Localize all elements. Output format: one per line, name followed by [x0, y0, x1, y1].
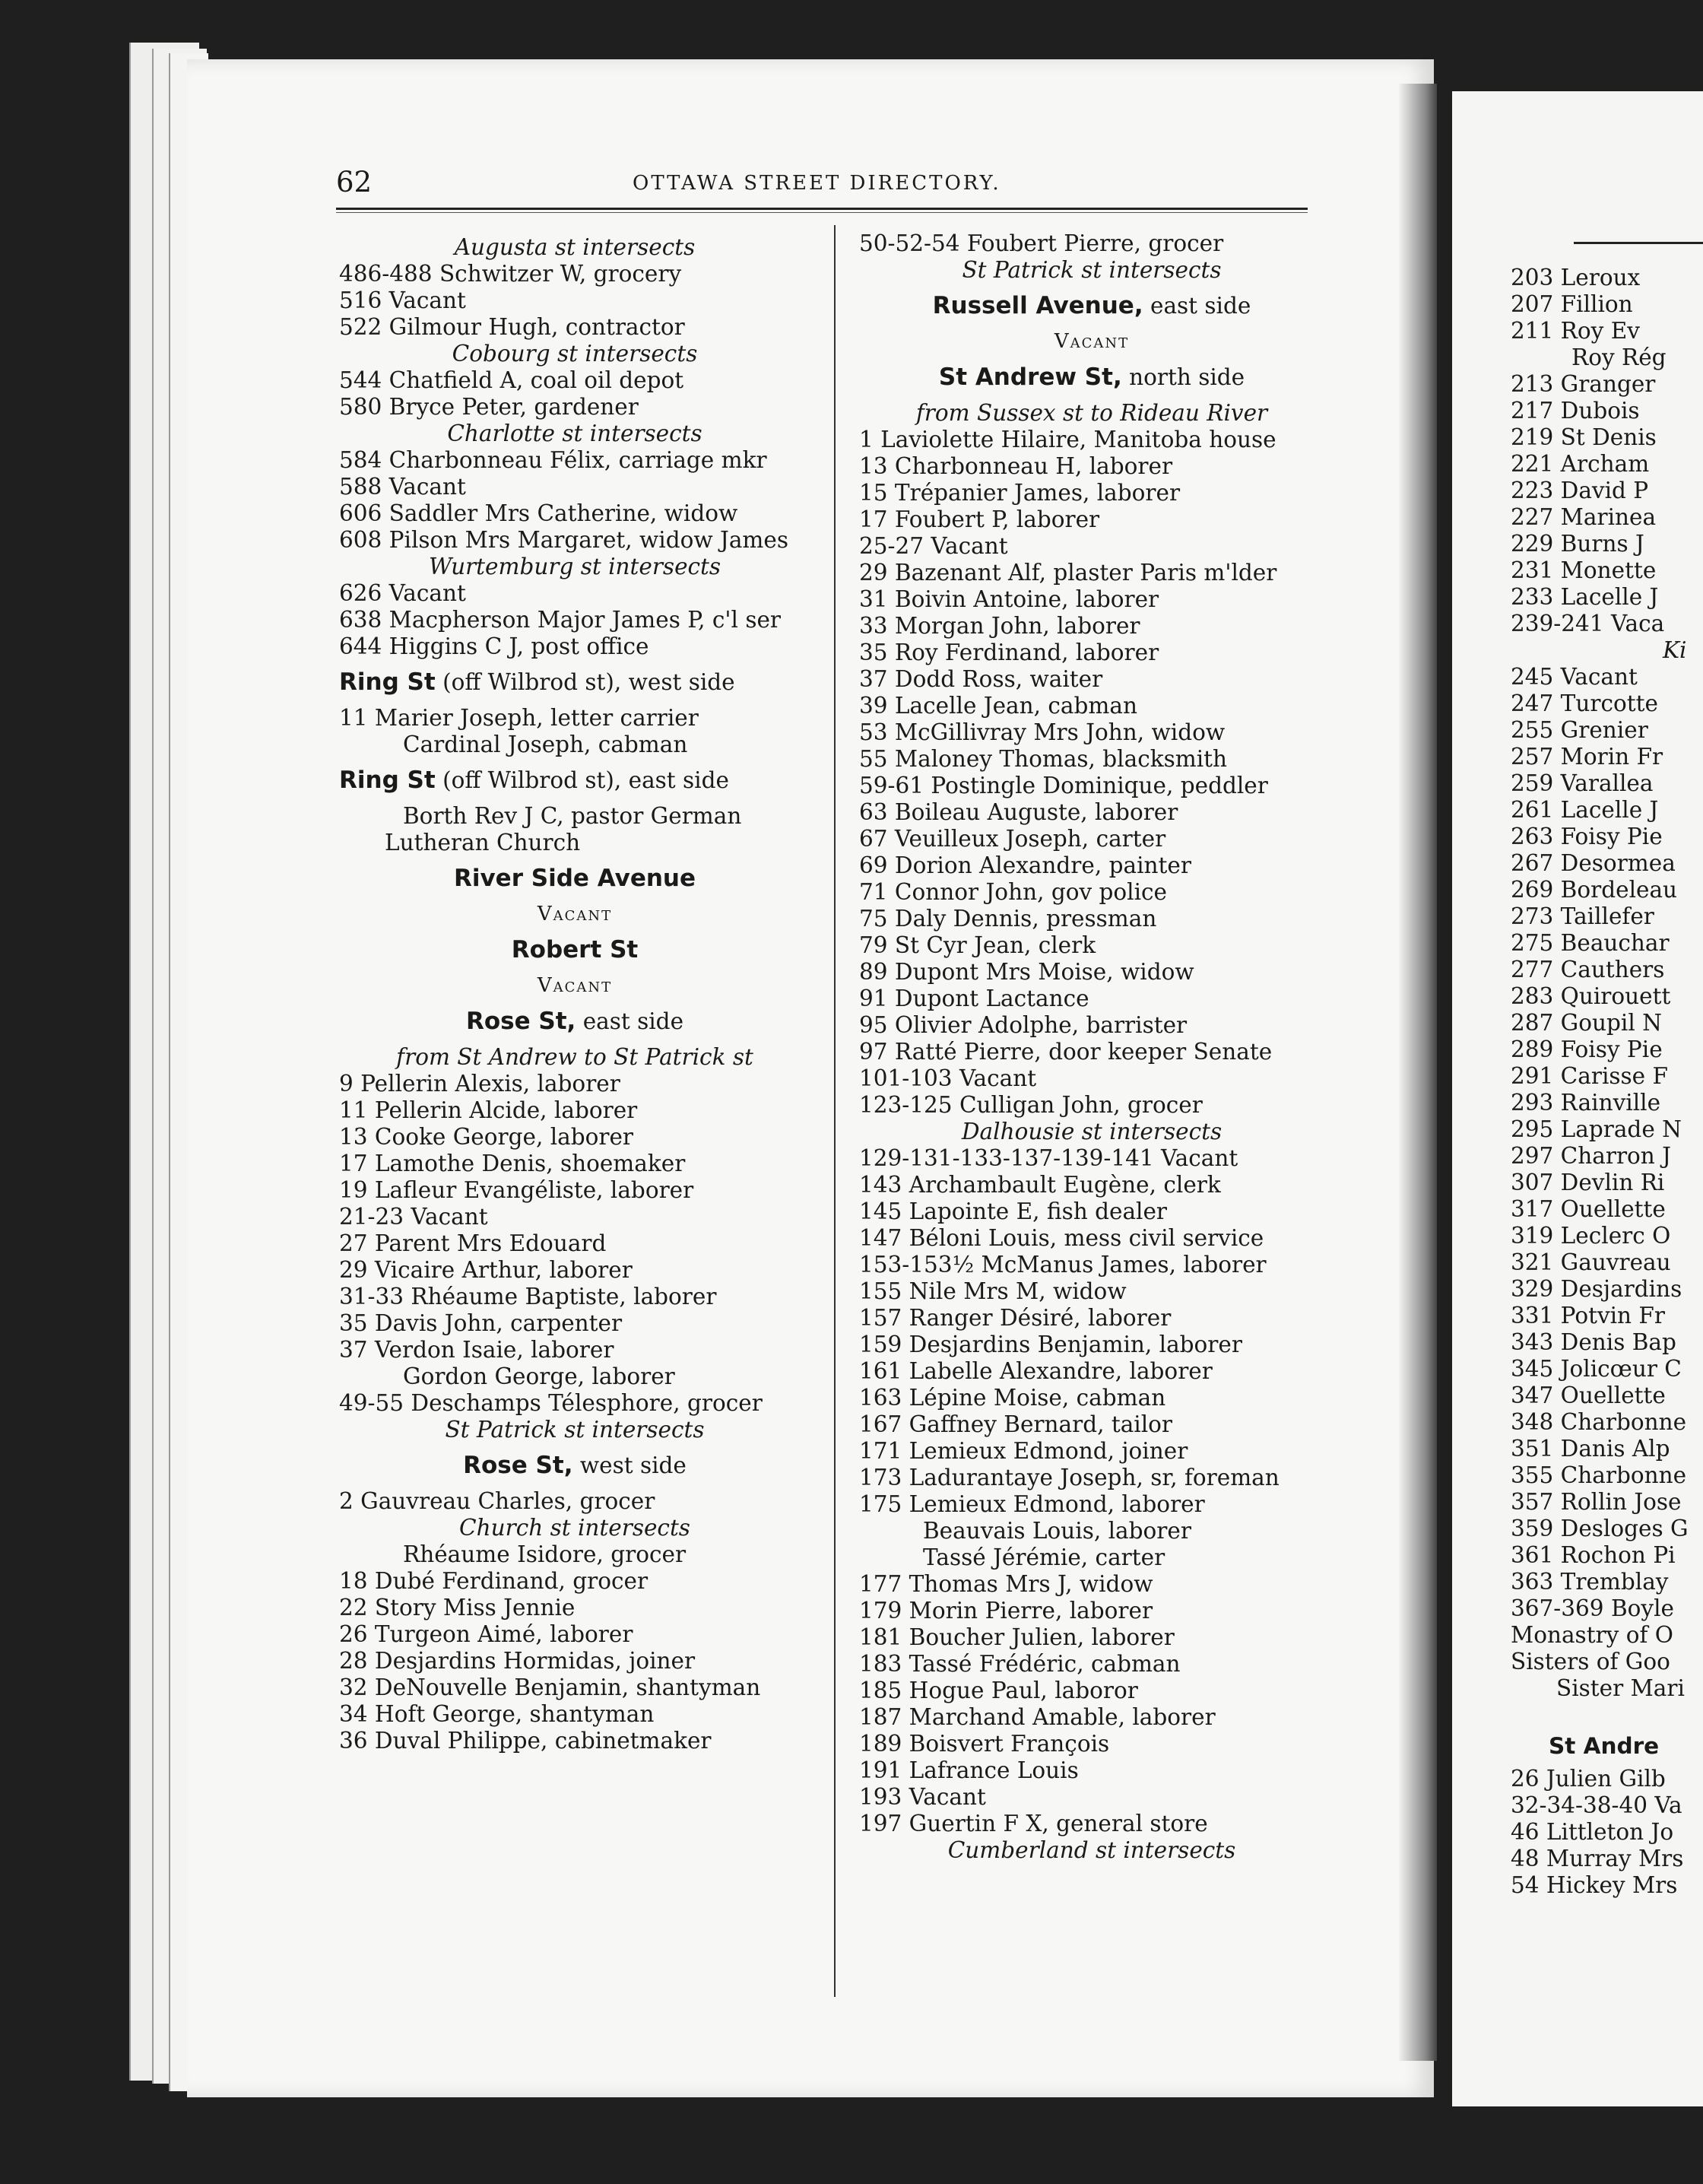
directory-entry: 159 Desjardins Benjamin, laborer [859, 1332, 1242, 1357]
street-name: Russell Avenue, [932, 292, 1143, 319]
directory-entry: 275 Beauchar [1511, 930, 1670, 956]
street-side: (off Wilbrod st), west side [435, 669, 735, 695]
directory-entry: Borth Rev J C, pastor German [403, 803, 742, 829]
page-header [336, 166, 1309, 204]
directory-entry: 2 Gauvreau Charles, grocer [339, 1488, 655, 1514]
directory-entry: 229 Burns J [1511, 531, 1644, 557]
directory-entry: 273 Taillefer [1511, 903, 1654, 929]
directory-entry: 197 Guertin F X, general store [859, 1811, 1208, 1836]
directory-entry: 143 Archambault Eugène, clerk [859, 1172, 1221, 1198]
directory-entry: 189 Boisvert François [859, 1731, 1110, 1757]
directory-entry: 321 Gauvreau [1511, 1249, 1671, 1275]
directory-entry: 13 Cooke George, laborer [339, 1124, 634, 1150]
intersection-note: St Patrick st intersects [445, 1417, 705, 1443]
directory-entry: 145 Lapointe E, fish dealer [859, 1198, 1168, 1224]
directory-entry: 295 Laprade N [1511, 1116, 1682, 1142]
directory-entry: 33 Morgan John, laborer [859, 613, 1140, 639]
street-heading [859, 364, 1324, 391]
intersection-note: Augusta st intersects [454, 234, 696, 260]
directory-entry: 223 David P [1511, 478, 1649, 503]
directory-entry: 626 Vacant [339, 580, 466, 606]
directory-entry: 59-61 Postingle Dominique, peddler [859, 773, 1268, 798]
right-page-column [1511, 265, 1703, 1899]
directory-entry: 123-125 Culligan John, grocer [859, 1092, 1203, 1118]
directory-entry: 31 Boivin Antoine, laborer [859, 586, 1159, 612]
directory-entry: 11 Pellerin Alcide, laborer [339, 1097, 638, 1123]
directory-entry: Sisters of Goo [1511, 1649, 1670, 1675]
directory-entry: 584 Charbonneau Félix, carriage mkr [339, 447, 767, 473]
directory-entry: 267 Desormea [1511, 850, 1676, 876]
directory-entry: 28 Desjardins Hormidas, joiner [339, 1648, 696, 1674]
left-column [339, 234, 810, 1754]
directory-entry: 53 McGillivray Mrs John, widow [859, 719, 1226, 745]
directory-entry: 13 Charbonneau H, laborer [859, 453, 1173, 479]
intersection-note: Cumberland st intersects [947, 1837, 1236, 1863]
directory-entry: 183 Tassé Frédéric, cabman [859, 1651, 1181, 1677]
directory-entry: 37 Verdon Isaie, laborer [339, 1337, 614, 1363]
directory-entry: 177 Thomas Mrs J, widow [859, 1571, 1153, 1597]
directory-entry: 37 Dodd Ross, waiter [859, 666, 1103, 692]
directory-entry: 255 Grenier [1511, 717, 1648, 743]
directory-entry: 606 Saddler Mrs Catherine, widow [339, 500, 738, 526]
intersection-note: Dalhousie st intersects [961, 1119, 1223, 1144]
directory-entry: 486-488 Schwitzer W, grocery [339, 261, 682, 287]
spacer [339, 1479, 810, 1488]
directory-entry: 171 Lemieux Edmond, joiner [859, 1438, 1188, 1464]
intersection-note: Church st intersects [459, 1515, 690, 1541]
directory-entry: 29 Vicaire Arthur, laborer [339, 1257, 633, 1283]
column-divider [834, 225, 836, 1997]
intersection-note: Charlotte st intersects [447, 421, 702, 446]
directory-entry: 580 Bryce Peter, gardener [339, 394, 639, 420]
directory-entry: 79 St Cyr Jean, clerk [859, 932, 1096, 958]
running-title: OTTAWA STREET DIRECTORY. [633, 172, 1001, 195]
directory-entry: 161 Labelle Alexandre, laborer [859, 1358, 1213, 1384]
directory-entry: Rhéaume Isidore, grocer [403, 1541, 687, 1567]
directory-entry: 153-153½ McManus James, laborer [859, 1252, 1267, 1278]
street-side: east side [576, 1008, 684, 1034]
directory-entry: 638 Macpherson Major James P, c'l ser [339, 607, 782, 633]
directory-entry: 31-33 Rhéaume Baptiste, laborer [339, 1284, 717, 1309]
directory-entry: 101-103 Vacant [859, 1065, 1037, 1091]
directory-entry: 129-131-133-137-139-141 Vacant [859, 1145, 1238, 1171]
directory-entry: 588 Vacant [339, 474, 466, 500]
directory-entry: 644 Higgins C J, post office [339, 633, 649, 659]
directory-entry: 17 Foubert P, laborer [859, 506, 1100, 532]
page-number: 62 [336, 166, 373, 198]
directory-entry: Ki [1663, 637, 1687, 663]
directory-entry: 245 Vacant [1511, 664, 1638, 690]
directory-entry: 95 Olivier Adolphe, barrister [859, 1012, 1188, 1038]
street-side: east side [1143, 293, 1251, 319]
directory-entry: 97 Ratté Pierre, door keeper Senate [859, 1039, 1273, 1065]
directory-entry: 187 Marchand Amable, laborer [859, 1704, 1216, 1730]
directory-entry: 27 Parent Mrs Edouard [339, 1230, 607, 1256]
directory-entry: 359 Desloges G [1511, 1516, 1689, 1541]
directory-entry: Monastry of O [1511, 1622, 1673, 1648]
street-side: north side [1121, 364, 1245, 390]
street-name: River Side Avenue [453, 865, 696, 892]
vacant-note: Vacant [537, 974, 613, 997]
directory-entry: 48 Murray Mrs [1511, 1846, 1684, 1871]
directory-entry: 217 Dubois [1511, 398, 1640, 424]
directory-entry: 91 Dupont Lactance [859, 986, 1089, 1011]
directory-entry: 147 Béloni Louis, mess civil service [859, 1225, 1264, 1251]
directory-entry: 34 Hoft George, shantyman [339, 1701, 655, 1727]
directory-entry: 175 Lemieux Edmond, laborer [859, 1491, 1205, 1517]
directory-entry: 39 Lacelle Jean, cabman [859, 693, 1137, 719]
spacer [859, 319, 1324, 329]
street-name: Ring St [339, 767, 436, 794]
spacer [339, 696, 810, 705]
intersection-note: Cobourg st intersects [452, 341, 698, 367]
spacer [339, 1035, 810, 1044]
directory-entry: Gordon George, laborer [403, 1363, 675, 1389]
directory-entry: 367-369 Boyle [1511, 1595, 1674, 1621]
directory-entry: 329 Desjardins [1511, 1276, 1682, 1302]
directory-entry: 11 Marier Joseph, letter carrier [339, 705, 699, 731]
header-rule-thin [336, 212, 1308, 213]
directory-entry: 46 Littleton Jo [1511, 1819, 1674, 1845]
directory-entry: 319 Leclerc O [1511, 1223, 1671, 1249]
middle-column [859, 230, 1324, 1864]
directory-entry: 221 Archam [1511, 451, 1650, 477]
directory-entry: 15 Trépanier James, laborer [859, 480, 1181, 506]
directory-entry: 287 Goupil N [1511, 1010, 1662, 1036]
directory-entry: 291 Carisse F [1511, 1063, 1668, 1089]
directory-entry: 26 Julien Gilb [1511, 1766, 1666, 1792]
directory-entry: Tassé Jérémie, carter [923, 1544, 1165, 1570]
book-gutter [1399, 84, 1437, 2061]
directory-entry: Cardinal Joseph, cabman [403, 732, 688, 757]
directory-entry: 247 Turcotte [1511, 690, 1658, 716]
directory-entry: 348 Charbonne [1511, 1409, 1687, 1435]
directory-entry: 50-52-54 Foubert Pierre, grocer [859, 230, 1224, 256]
intersection-note: Wurtemburg st intersects [428, 554, 721, 579]
intersection-note: from St Andrew to St Patrick st [396, 1044, 753, 1070]
directory-entry: 203 Leroux [1511, 265, 1641, 290]
directory-entry: 32-34-38-40 Va [1511, 1792, 1682, 1818]
directory-entry: 239-241 Vaca [1511, 611, 1665, 636]
directory-entry: 191 Lafrance Louis [859, 1757, 1079, 1783]
street-side: (off Wilbrod st), east side [435, 767, 729, 793]
street-name: St Andrew St, [938, 363, 1122, 391]
directory-entry: 269 Bordeleau [1511, 877, 1678, 903]
directory-entry: 18 Dubé Ferdinand, grocer [339, 1568, 649, 1594]
directory-entry: 213 Granger [1511, 371, 1656, 397]
directory-entry: 343 Denis Bap [1511, 1329, 1676, 1355]
directory-entry: 259 Varallea [1511, 770, 1654, 796]
directory-entry: 173 Ladurantaye Joseph, sr, foreman [859, 1465, 1280, 1490]
directory-entry: 307 Devlin Ri [1511, 1170, 1665, 1195]
directory-entry-continued: Lutheran Church [385, 830, 581, 856]
directory-entry: 297 Charron J [1511, 1143, 1672, 1169]
directory-entry: 351 Danis Alp [1511, 1436, 1670, 1462]
street-heading [339, 669, 810, 696]
directory-entry: 163 Lépine Moise, cabman [859, 1385, 1166, 1411]
spacer [859, 391, 1324, 400]
header-rule [336, 208, 1308, 210]
directory-entry: 227 Marinea [1511, 504, 1657, 530]
directory-entry: 207 Fillion [1511, 291, 1633, 317]
directory-entry: 63 Boileau Auguste, laborer [859, 799, 1178, 825]
directory-entry: 363 Tremblay [1511, 1569, 1669, 1595]
directory-entry: 293 Rainville [1511, 1090, 1661, 1116]
directory-entry: 181 Boucher Julien, laborer [859, 1624, 1175, 1650]
vacant-note: Vacant [537, 903, 613, 925]
directory-entry: 345 Jolicœur C [1511, 1356, 1682, 1382]
spacer [339, 794, 810, 803]
street-heading [339, 1452, 810, 1479]
vacant-note: Vacant [1054, 330, 1130, 353]
street-name: Rose St, [463, 1452, 573, 1479]
directory-entry: 355 Charbonne [1511, 1462, 1687, 1488]
directory-entry: 67 Veuilleux Joseph, carter [859, 826, 1166, 852]
directory-entry: 89 Dupont Mrs Moise, widow [859, 959, 1194, 985]
directory-entry: 608 Pilson Mrs Margaret, widow James [339, 527, 788, 553]
directory-entry: 211 Roy Ev [1511, 318, 1640, 344]
directory-entry: 75 Daly Dennis, pressman [859, 906, 1157, 932]
directory-entry: 49-55 Deschamps Télesphore, grocer [339, 1390, 763, 1416]
intersection-note: from Sussex st to Rideau River [915, 400, 1268, 426]
directory-entry: 1 Laviolette Hilaire, Manitoba house [859, 427, 1276, 452]
directory-entry: 233 Lacelle J [1511, 584, 1659, 610]
directory-entry: 317 Ouellette [1511, 1196, 1666, 1222]
directory-entry: 231 Monette [1511, 557, 1657, 583]
directory-entry: 19 Lafleur Evangéliste, laborer [339, 1177, 694, 1203]
directory-entry: 21-23 Vacant [339, 1204, 488, 1230]
spacer [339, 1443, 810, 1452]
directory-entry: 283 Quirouett [1511, 983, 1671, 1009]
directory-entry: 193 Vacant [859, 1784, 986, 1810]
directory-entry: 36 Duval Philippe, cabinetmaker [339, 1728, 712, 1754]
directory-entry: 347 Ouellette [1511, 1382, 1666, 1408]
street-side: west side [572, 1452, 687, 1478]
directory-entry: Roy Rég [1571, 344, 1667, 370]
directory-entry [1511, 1702, 1703, 1728]
directory-entry: 544 Chatfield A, coal oil depot [339, 367, 684, 393]
spacer [339, 892, 810, 901]
street-heading [339, 1008, 810, 1035]
right-page-header-rule [1574, 242, 1703, 244]
directory-entry: 71 Connor John, gov police [859, 879, 1168, 905]
directory-entry: 35 Davis John, carpenter [339, 1310, 623, 1336]
directory-entry: 219 St Denis [1511, 424, 1657, 450]
directory-entry: St Andre [1549, 1733, 1660, 1759]
directory-entry: 289 Foisy Pie [1511, 1036, 1663, 1062]
street-heading [339, 937, 810, 963]
street-heading [339, 767, 810, 794]
directory-entry: 516 Vacant [339, 287, 466, 313]
street-heading [859, 293, 1324, 319]
directory-entry: 17 Lamothe Denis, shoemaker [339, 1151, 686, 1176]
directory-entry: 179 Morin Pierre, laborer [859, 1598, 1153, 1624]
directory-entry: 522 Gilmour Hugh, contractor [339, 314, 685, 340]
directory-entry: 35 Roy Ferdinand, laborer [859, 640, 1159, 665]
directory-entry: Sister Mari [1556, 1675, 1685, 1701]
directory-entry: Beauvais Louis, laborer [923, 1518, 1191, 1544]
directory-entry: 157 Ranger Désiré, laborer [859, 1305, 1172, 1331]
directory-entry: 32 DeNouvelle Benjamin, shantyman [339, 1675, 761, 1700]
street-name: Rose St, [465, 1008, 576, 1035]
directory-entry: 22 Story Miss Jennie [339, 1595, 576, 1621]
directory-entry: 263 Foisy Pie [1511, 824, 1663, 849]
street-name: Robert St [511, 936, 639, 963]
directory-entry: 361 Rochon Pi [1511, 1542, 1676, 1568]
directory-entry: 261 Lacelle J [1511, 797, 1659, 823]
directory-entry: 357 Rollin Jose [1511, 1489, 1682, 1515]
directory-entry: 257 Morin Fr [1511, 744, 1663, 770]
directory-entry: 185 Hogue Paul, laboror [859, 1678, 1138, 1703]
street-name: Ring St [339, 668, 436, 696]
directory-entry: 55 Maloney Thomas, blacksmith [859, 746, 1227, 772]
directory-entry: 9 Pellerin Alexis, laborer [339, 1071, 620, 1097]
directory-entry: 167 Gaffney Bernard, tailor [859, 1411, 1173, 1437]
street-heading [339, 865, 810, 892]
spacer [339, 963, 810, 973]
directory-entry: 155 Nile Mrs M, widow [859, 1278, 1127, 1304]
directory-entry: 331 Potvin Fr [1511, 1303, 1665, 1328]
directory-entry: 277 Cauthers [1511, 957, 1665, 982]
directory-entry: 29 Bazenant Alf, plaster Paris m'lder [859, 560, 1277, 586]
directory-entry: 69 Dorion Alexandre, painter [859, 852, 1191, 878]
directory-entry: 25-27 Vacant [859, 533, 1008, 559]
intersection-note: St Patrick st intersects [962, 257, 1222, 283]
directory-entry: 26 Turgeon Aimé, laborer [339, 1621, 633, 1647]
directory-entry: 54 Hickey Mrs [1511, 1872, 1678, 1898]
